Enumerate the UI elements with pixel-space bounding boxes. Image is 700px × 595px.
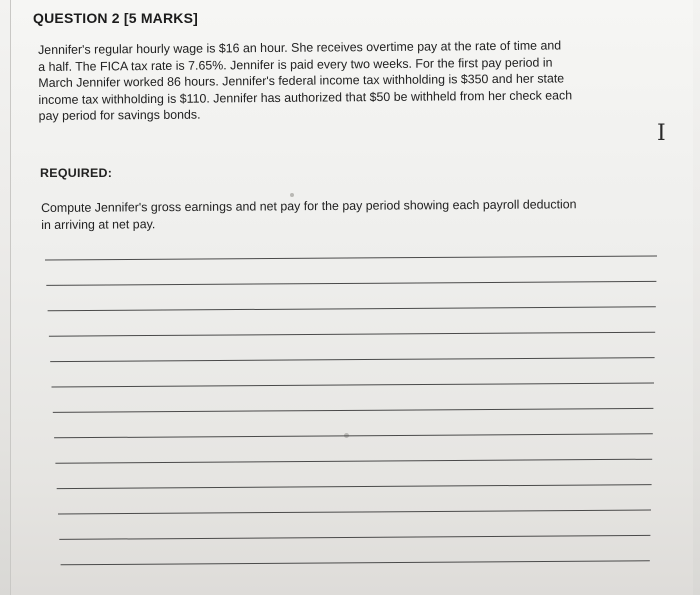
required-heading: REQUIRED: — [40, 166, 113, 180]
answer-line[interactable] — [61, 561, 650, 565]
answer-line[interactable] — [49, 332, 655, 336]
answer-line[interactable] — [45, 256, 657, 260]
answer-line[interactable] — [55, 459, 652, 463]
question-line: Jennifer's regular hourly wage is $16 an hour. She receives overtime pay at the rate of time and — [38, 38, 562, 57]
question-line: a half. The FICA tax rate is 7.65%. Jennifer is paid every two weeks. For the first pay period in — [38, 55, 553, 74]
answer-line[interactable] — [54, 434, 653, 438]
question-line: March Jennifer worked 86 hours. Jennifer's federal income tax withholding is $350 and her state — [38, 71, 565, 91]
prompt-line: in arriving at net pay. — [41, 216, 156, 232]
answer-line[interactable] — [53, 408, 654, 412]
answer-line[interactable] — [59, 535, 650, 539]
prompt-line: Compute Jennifer's gross earnings and net pay for the pay period showing each payroll deduction — [41, 197, 577, 215]
question-title: QUESTION 2 [5 MARKS] — [33, 10, 199, 26]
text-cursor-icon: I — [657, 121, 666, 146]
question-line: pay period for savings bonds. — [38, 107, 201, 124]
answer-line[interactable] — [46, 281, 656, 285]
question-line: income tax withholding is $110. Jennifer has authorized that $50 be withheld from her check each — [38, 88, 573, 107]
answer-line[interactable] — [50, 358, 654, 362]
answer-line[interactable] — [58, 510, 651, 514]
answer-line[interactable] — [48, 307, 656, 311]
answer-line[interactable] — [52, 383, 655, 387]
answer-line[interactable] — [57, 485, 652, 489]
